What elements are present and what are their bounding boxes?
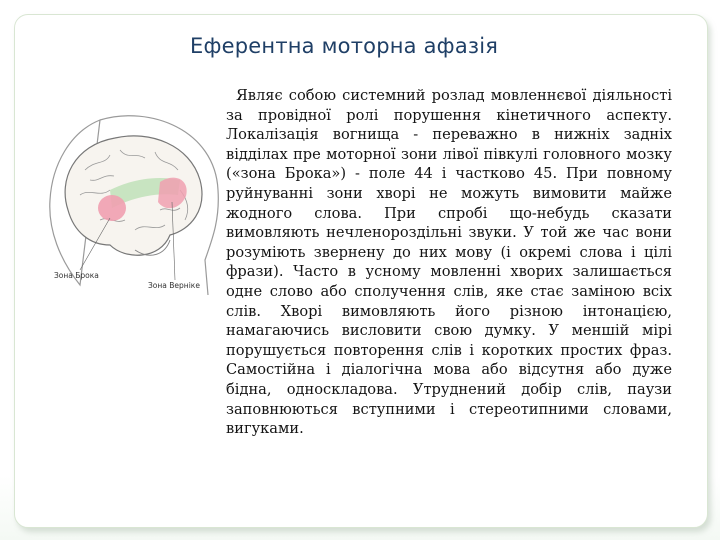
broca-zone <box>98 195 126 221</box>
label-broca: Зона Брока <box>54 271 99 280</box>
body-paragraph: Являє собою системний розлад мовленнєвої діяльності за провідної ролі порушення кінетичного аспекту. Локалізація вогнища - переважно в нижніх задніх відділах пре моторної зони лівої півкулі головного мозку («зона Брока») - поле 44 і частково 45. При повному руйнуванні зони хворі не можуть вимовити майже жодного слова. При спробі що-небудь сказати вимовляють нечленороздільні звуки. У той же час вони розуміють звернену до них мову (і окремі слова і цілі фрази). Часто в усному мовленні хворих залишається одне слово або сполучення слів, яке стає заміною всіх слів. Хворі вимовляють його різною інтонацією, намагаючись висловити свою думку. У меншій мірі порушується повторення слів і коротких простих фраз. Самостійна і діалогічна мова або відсутня або дуже бідна, односкладова. Утруднений добір слів, паузи заповнюються вступними і стереотипними словами, вигуками. <box>226 87 672 438</box>
slide-title: Еферентна моторна афазія <box>190 34 499 58</box>
brain-illustration <box>40 110 230 310</box>
label-wernicke: Зона Верніке <box>148 281 200 290</box>
